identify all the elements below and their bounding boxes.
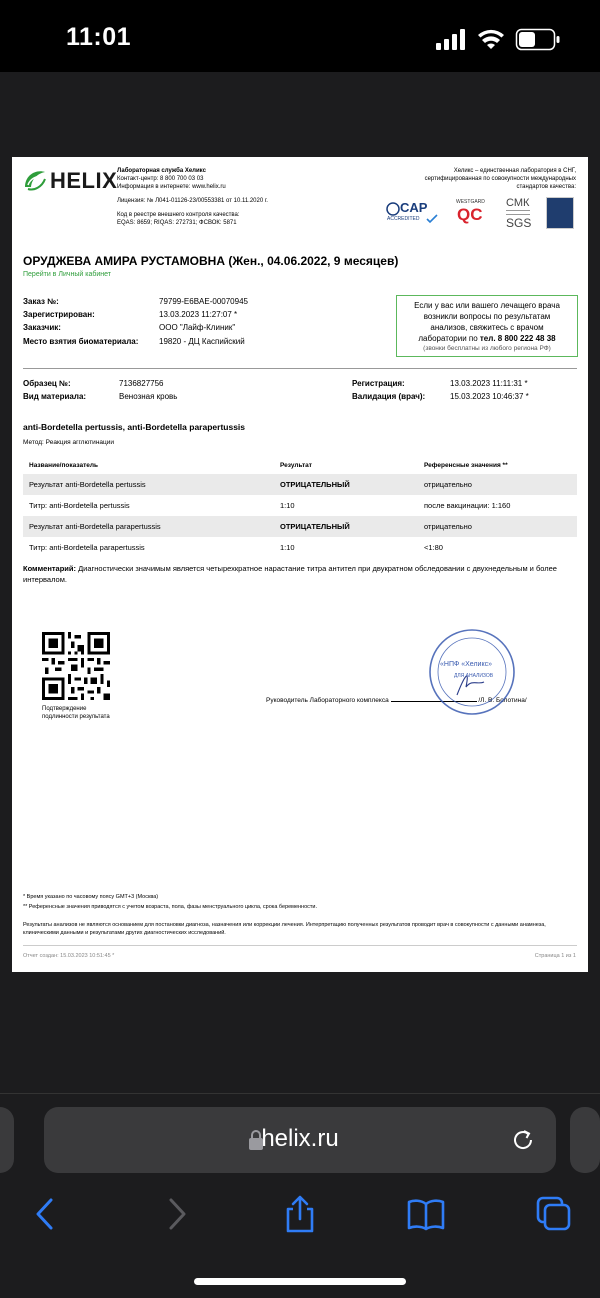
row-name: Титр: anti-Bordetella parapertussis [29, 543, 145, 552]
qc-label: QC [457, 205, 483, 224]
personal-cabinet-link[interactable]: Перейти в Личный кабинет [23, 271, 112, 278]
signal-icon [436, 29, 465, 50]
share-icon[interactable] [280, 1194, 320, 1234]
comment-label: Комментарий: [23, 564, 77, 573]
material-label: Вид материала: [23, 392, 87, 401]
row-reference: после вакцинации: 1:160 [424, 501, 511, 510]
help-phone-line [397, 333, 577, 344]
cap-accredited: ACCREDITED [387, 216, 420, 222]
test-method: Метод: Реакция агглютинации [23, 439, 115, 446]
stamp-text: «НПФ «Хеликс» [440, 661, 492, 668]
registered-label: Зарегистрирован: [23, 310, 95, 319]
row-result: ОТРИЦАТЕЛЬНЫЙ [280, 480, 350, 489]
lab-name: Лабораторная служба Хеликс [117, 168, 206, 174]
place-label: Место взятия биоматериала: [23, 337, 139, 346]
westgard-badge [456, 199, 492, 229]
doctor-help-box [396, 295, 578, 357]
official-stamp [412, 627, 532, 717]
bookmarks-icon[interactable] [406, 1194, 446, 1234]
registration-value: 13.03.2023 11:11:31 * [450, 379, 528, 388]
safari-toolbar [0, 1093, 600, 1298]
stamp-subtext: ДЛЯ АНАЛИЗОВ [454, 673, 494, 679]
address-bar[interactable] [44, 1107, 556, 1173]
help-phone: тел. 8 800 222 48 38 [479, 334, 556, 343]
next-tab-preview[interactable] [570, 1107, 600, 1173]
col-reference: Референсные значения ** [424, 462, 508, 469]
footnote-reference: ** Референсные значения приводятся с учетом возраста, пола, фазы менструального цикла, срока беременности. [23, 904, 318, 910]
checkmark-icon [426, 214, 438, 224]
sgs-label: SGS [506, 216, 532, 230]
customer-label: Заказчик: [23, 323, 61, 332]
cert-line: стандартов качества: [516, 184, 576, 190]
cert-line: сертифицированная по совокупности международных [424, 176, 576, 182]
footnote-time: * Время указано по часовому поясу GMT+3 (Москва) [23, 894, 159, 900]
status-icons [436, 28, 560, 52]
report-created: Отчет создан: 15.03.2023 10:51:45 * [23, 953, 115, 959]
lab-info [117, 167, 317, 227]
table-row [23, 474, 577, 495]
material-value: Венозная кровь [119, 392, 178, 401]
sample-label: Образец №: [23, 379, 71, 388]
globalg-badge [546, 197, 574, 229]
certification-text [366, 167, 576, 191]
registration-label: Регистрация: [352, 379, 405, 388]
comment-text: Диагностически значимым является четырехкратное нарастание титра антител при двукратном обследовании с двухнедельным и более интервалом. [23, 564, 557, 584]
help-phone-prefix: лаборатории по [418, 334, 480, 343]
prev-tab-preview[interactable] [0, 1107, 14, 1173]
place-value: 19820 - ДЦ Каспийский [159, 337, 245, 346]
row-reference: отрицательно [424, 480, 472, 489]
table-row [23, 516, 577, 537]
qr-caption-line: подлинности результата [42, 714, 110, 720]
row-name: Титр: anti-Bordetella pertussis [29, 501, 130, 510]
sample-value: 7136827756 [119, 379, 164, 388]
helix-logo-text: HELIX [50, 168, 118, 193]
battery-icon [517, 30, 560, 50]
lab-report-page [12, 157, 588, 972]
cert-line: Хеликс – единственная лаборатория в СНГ, [453, 168, 576, 174]
customer-value: ООО "Лайф-Клиник" [159, 323, 236, 332]
helix-logo [22, 167, 118, 193]
validation-label: Валидация (врач): [352, 392, 426, 401]
col-name: Название/показатель [29, 462, 99, 469]
col-result: Результат [280, 462, 312, 469]
order-label: Заказ №: [23, 297, 59, 306]
qr-caption-line: Подтверждение [42, 706, 87, 712]
smk-iso-lines [506, 210, 530, 215]
help-line: возникли вопросы по результатам [423, 312, 551, 321]
smk-badge [504, 197, 534, 231]
status-time: 11:01 [66, 23, 132, 51]
qr-code[interactable] [42, 632, 110, 700]
table-row [23, 495, 577, 516]
helix-logo-icon [22, 167, 48, 193]
quality-badges [386, 197, 578, 231]
lab-website: Информация в интернете: www.helix.ru [117, 184, 226, 190]
head-label: Руководитель Лабораторного комплекса [266, 697, 389, 704]
help-line: анализов, свяжитесь с врачом [430, 323, 544, 332]
help-note: (звонки бесплатны из любого региона РФ) [423, 345, 551, 352]
row-result: 1:10 [280, 543, 295, 552]
cap-badge [386, 201, 444, 229]
head-name: /Л. В. Болотина/ [478, 697, 527, 704]
qr-caption [42, 705, 110, 721]
lab-license: Лицензия: № Л041-01126-23/00553381 от 10.11.2020 г. [117, 198, 268, 204]
smk-label: СМК [506, 197, 530, 209]
row-result: 1:10 [280, 501, 295, 510]
table-row [23, 537, 577, 558]
wifi-icon [478, 30, 504, 49]
order-value: 79799-E6BAE-00070945 [159, 297, 248, 306]
row-reference: отрицательно [424, 522, 472, 531]
registry-values: EQAS: 8659; RIQAS: 272731; ФСВОК: 5871 [117, 220, 237, 226]
comment [23, 563, 579, 585]
page-number: Страница 1 из 1 [534, 953, 576, 959]
validation-value: 15.03.2023 10:46:37 * [450, 392, 529, 401]
row-reference: <1:80 [424, 543, 443, 552]
status-bar [0, 0, 600, 72]
cap-label: CAP [400, 200, 428, 215]
test-title: anti-Bordetella pertussis, anti-Bordetella parapertussis [23, 422, 246, 432]
reload-icon[interactable] [510, 1127, 536, 1153]
registered-value: 13.03.2023 11:27:07 * [159, 310, 238, 319]
divider [23, 368, 577, 369]
row-result: ОТРИЦАТЕЛЬНЫЙ [280, 522, 350, 531]
forward-icon[interactable] [156, 1194, 196, 1234]
url-text: helix.ru [261, 1125, 339, 1152]
row-name: Результат anti-Bordetella pertussis [29, 480, 146, 489]
disclaimer: Результаты анализов не являются основанием для постановки диагноза, назначения или коррекции лечения. Интерпретацию полученных результатов проводит врач в совокупности с данными анамнеза, клиническими данными и результатами других диагностических исследований. [23, 922, 546, 936]
westgard-label: WESTGARD [456, 199, 485, 205]
stamp-icon [412, 627, 532, 717]
cap-seal-icon [386, 202, 400, 216]
registry-code: Код в реестре внешнего контроля качества: [117, 212, 240, 218]
home-indicator[interactable] [194, 1278, 406, 1285]
back-icon[interactable] [26, 1194, 66, 1234]
patient-name: ОРУДЖЕВА АМИРА РУСТАМОВНА (Жен., 04.06.2022, 9 месяцев) [23, 254, 399, 268]
divider [23, 945, 577, 946]
lab-contact: Контакт-центр: 8 800 700 03 03 [117, 176, 204, 182]
row-name: Результат anti-Bordetella parapertussis [29, 522, 161, 531]
tabs-icon[interactable] [534, 1194, 574, 1234]
help-line: Если у вас или вашего лечащего врача [414, 301, 560, 310]
results-table-header [23, 459, 577, 473]
